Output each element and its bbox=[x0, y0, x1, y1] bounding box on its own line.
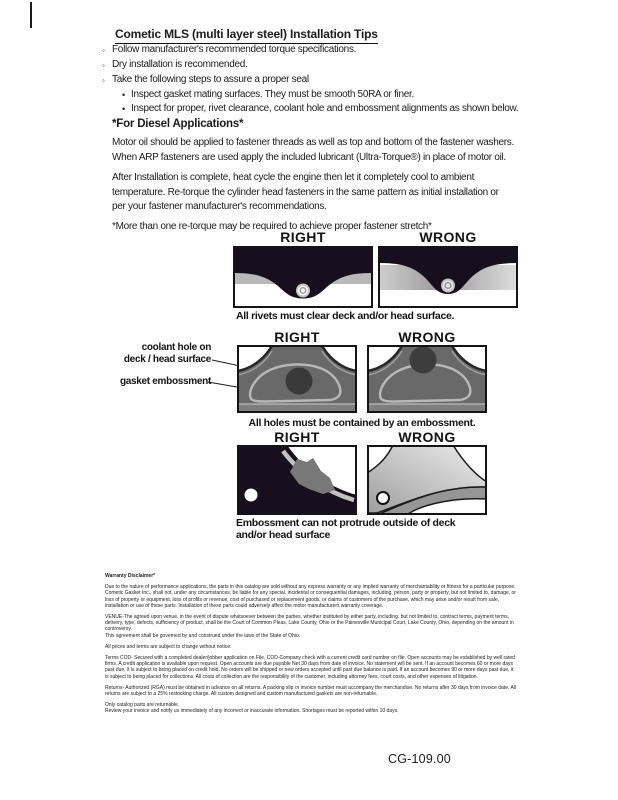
document-number: CG-109.00 bbox=[388, 752, 451, 766]
warranty-paragraph: Terms COD- Secured with a completed dealer/jobber application on File, COD-Company check with a current credit card number on file. Open accounts may be established by well rated firms. A credit application is available upon request. Open accounts are due payable Net 30 days from date of invoice. No statement will be sent. If an account becomes 60 or more days past due, it is subject to being placed on credit hold. No orders will be shipped or new orders accepted until past due balance is paid. If an account becomes 90 or more days past due, it is subject to being placed for collections. All costs of collection are the responsibility of the customer, including attorney fees, court costs, and other expenses of litigation. bbox=[105, 655, 515, 680]
diesel-paragraph-2: After Installation is complete, heat cycle the engine then let it completely cool to ambient temperature. Re-torque the cylinder head fasteners in the same pattern as initial installation or per your fastener manufacturer's recommendations. bbox=[112, 172, 499, 212]
row1-caption: All rivets must clear deck and/or head surface. bbox=[236, 310, 455, 322]
list-item bbox=[102, 73, 542, 88]
list-item bbox=[102, 102, 542, 116]
coolant-hole-label: coolant hole on deck / head surface bbox=[123, 342, 211, 365]
right-label: RIGHT bbox=[274, 329, 320, 345]
circle-bullet-icon: ◦ bbox=[102, 46, 105, 55]
gasket-embossment-label: gasket embossment bbox=[119, 376, 211, 387]
crop-mark bbox=[30, 2, 32, 28]
retorque-note: *More than one re-torque may be required to achieve proper fastener stretch* bbox=[112, 221, 432, 232]
warranty-paragraph: Only catalog parts are returnable. bbox=[105, 702, 180, 709]
tip-text: Take the following steps to assure a proper seal bbox=[112, 74, 309, 85]
coolant-right-diagram bbox=[237, 345, 357, 413]
tip-text: Follow manufacturer's recommended torque specifications. bbox=[112, 44, 357, 55]
wrong-label: WRONG bbox=[398, 429, 456, 445]
dot-bullet-icon: • bbox=[122, 104, 125, 114]
wrong-label: WRONG bbox=[419, 229, 477, 245]
warranty-paragraph: Due to the nature of performance applications, the parts in this catalog are sold without any express warranty or any implied warranty of merchantability or fitness for a particular purpose. Cometic Gasket Inc., shall not, under any circumstances, be liable for any special, incidental or consequential damages, including, person, party or property, but not limited to, damage, or loss of property or equipment, loss of profits or revenue, cost of purchased or replacement goods, or claims of customers of the purchase, which may arise and/or result from sale, installation or use of these parts. Installation of these parts could adversely affect the motor manufacturers warranty coverage. bbox=[105, 584, 516, 609]
rivet-wrong-diagram bbox=[378, 246, 518, 308]
tips-list bbox=[102, 43, 542, 116]
warranty-paragraph: This agreement shall be governed by and construed under the laws of the State of Ohio. bbox=[105, 632, 301, 639]
embossment-wrong-diagram bbox=[367, 445, 487, 515]
wrong-label: WRONG bbox=[398, 329, 456, 345]
right-label: RIGHT bbox=[280, 229, 326, 245]
row2-caption: All holes must be contained by an embossment. bbox=[248, 417, 476, 429]
coolant-wrong-diagram bbox=[367, 345, 487, 413]
circle-bullet-icon: ◦ bbox=[102, 76, 105, 85]
list-item bbox=[102, 58, 542, 73]
list-item bbox=[102, 88, 542, 102]
dot-bullet-icon: • bbox=[122, 90, 125, 100]
warranty-heading: Warranty Disclaimer* bbox=[105, 573, 156, 579]
warranty-paragraph: All prices and terms are subject to change without notice. bbox=[105, 643, 232, 650]
warranty-paragraph: Review your invoice and notify us immediately of any incorrect or inaccurate information. Shortages must be reported within 10 days. bbox=[105, 708, 399, 715]
embossment-right-diagram bbox=[237, 445, 357, 515]
warranty-paragraph: Returns- Authorized (RGA) must be obtained in advance on all returns. A packing slip or invoice number must accompany the merchandise. No returns after 30 days from invoice date. All returns are subject to a 25% restocking charge. All custom designed and custom manufactured gaskets are non-returnable. bbox=[105, 684, 517, 698]
diesel-paragraph-1: Motor oil should be applied to fastener threads as well as top and bottom of the fastener washers. When ARP fasteners are used apply the included lubricant (Ultra-Torque®) in place of motor oil. bbox=[112, 137, 514, 163]
warranty-paragraph: VENUE-The agreed upon venue, in the event of dispute whatsoever between the parties, whether instituted by either party, including, but not limited to, contract terms, payment terms, delivery, type, defects, sufficiency of product, shall be the Court of Common Pleas, Lake County, Ohio or the Painesville Municipal Court, Lake County, Ohio, depending on the amount in controversy. bbox=[105, 614, 514, 633]
page-title: Cometic MLS (multi layer steel) Installation Tips bbox=[115, 27, 378, 44]
tip-text: Inspect gasket mating surfaces. They must be smooth 50RA or finer. bbox=[131, 89, 414, 100]
rivet-right-diagram bbox=[233, 246, 373, 308]
tip-text: Dry installation is recommended. bbox=[112, 59, 248, 70]
diesel-heading: *For Diesel Applications* bbox=[112, 118, 244, 130]
circle-bullet-icon: ◦ bbox=[102, 61, 105, 70]
right-label: RIGHT bbox=[274, 429, 320, 445]
list-item bbox=[102, 43, 542, 58]
row3-caption: Embossment can not protrude outside of deck and/or head surface bbox=[236, 517, 456, 541]
warranty-disclaimer bbox=[105, 573, 517, 720]
tip-text: Inspect for proper, rivet clearance, coolant hole and embossment alignments as shown below. bbox=[131, 103, 519, 114]
